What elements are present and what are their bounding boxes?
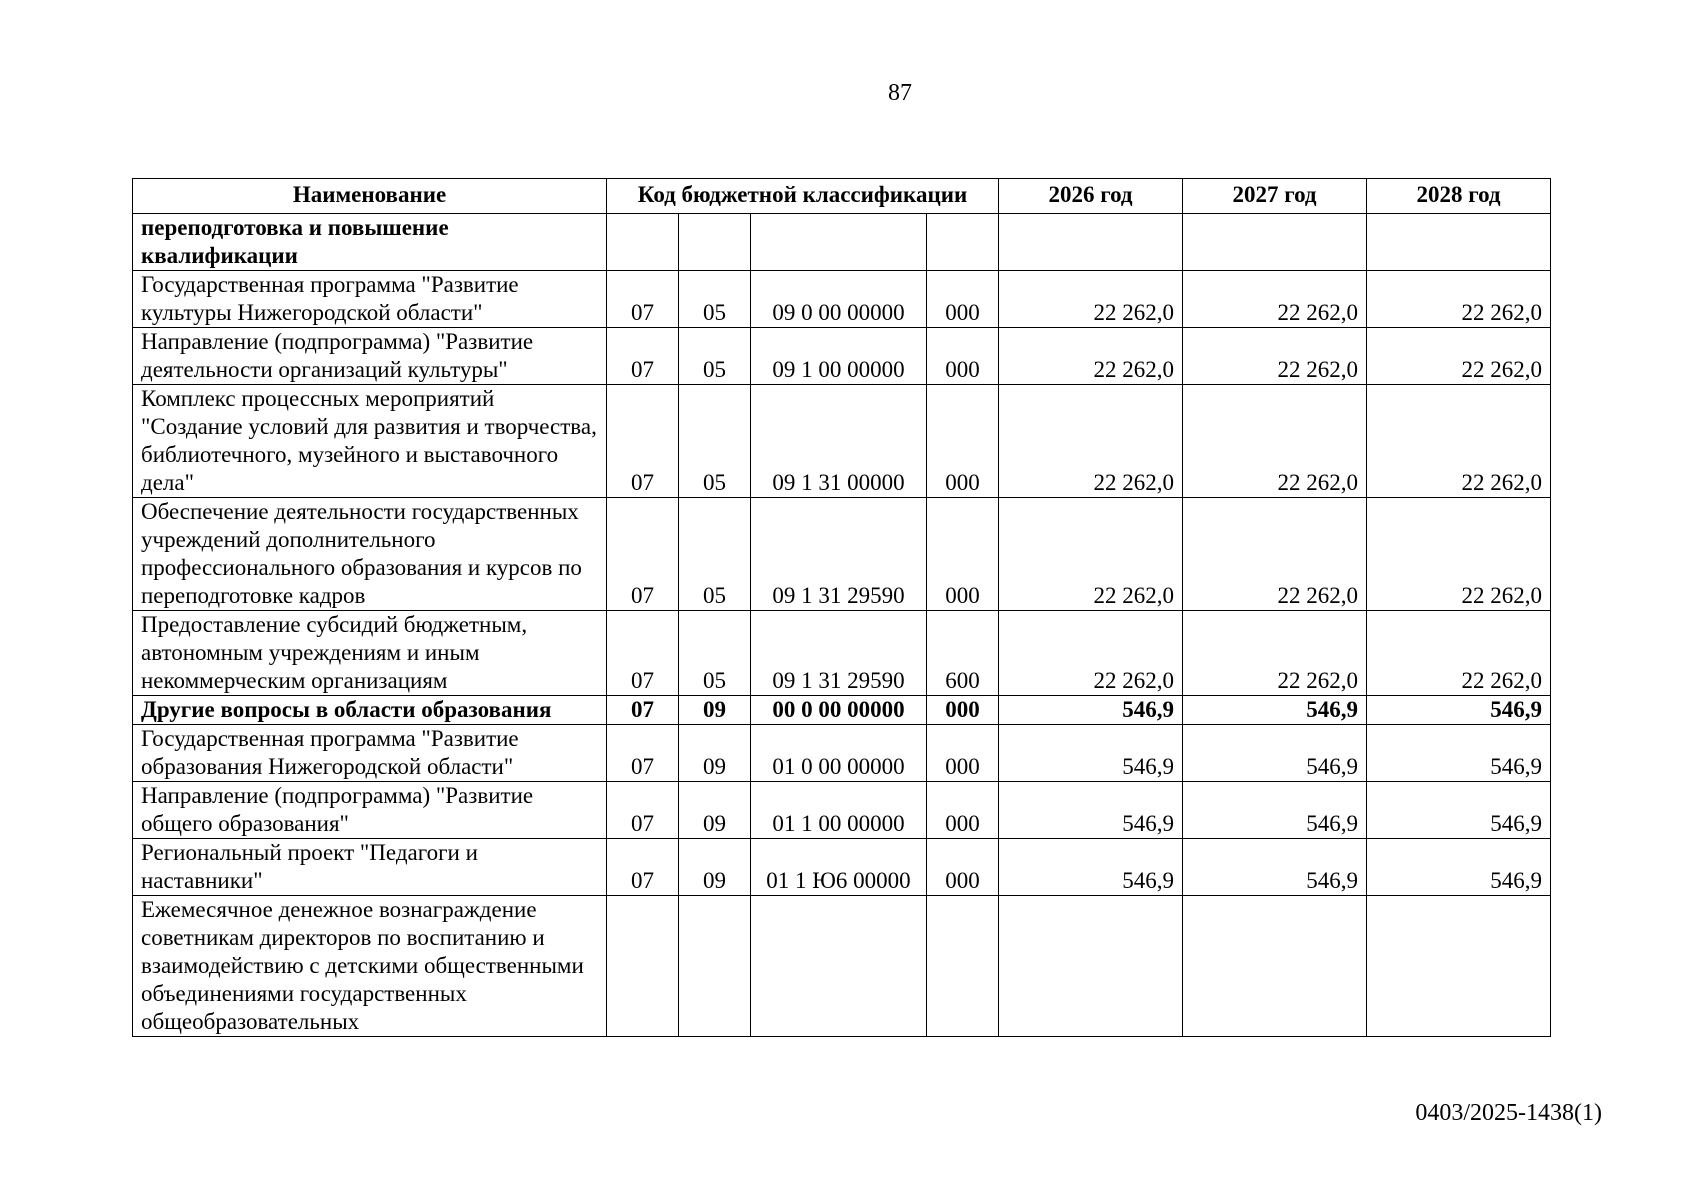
row-value-2028: 546,9: [1367, 725, 1551, 782]
table-row-continued: [133, 214, 1551, 271]
row-subsection: 05: [679, 385, 751, 498]
row-value-2027: 546,9: [1183, 696, 1367, 725]
row-subsection: 09: [679, 782, 751, 839]
header-2027: 2027 год: [1183, 179, 1367, 214]
row-value-2027: 22 262,0: [1183, 385, 1367, 498]
table-row: [133, 328, 1551, 385]
header-2028: 2028 год: [1367, 179, 1551, 214]
row-value-2028: 22 262,0: [1367, 498, 1551, 611]
row-expense-type: [927, 896, 999, 1037]
row-expense-type: 000: [927, 328, 999, 385]
table-row: [133, 839, 1551, 896]
table-row: [133, 725, 1551, 782]
row-target-article: 01 1 Ю6 00000: [751, 839, 927, 896]
page-number: 87: [888, 80, 912, 106]
row-value-2026: 22 262,0: [999, 611, 1183, 696]
row-value-2027: 22 262,0: [1183, 271, 1367, 328]
row-value-2028: 546,9: [1367, 696, 1551, 725]
row-target-article: 00 0 00 00000: [751, 696, 927, 725]
row-expense-type: 000: [927, 498, 999, 611]
row-value-2026: 546,9: [999, 839, 1183, 896]
row-expense-type: 000: [927, 839, 999, 896]
row-value-2026: 22 262,0: [999, 385, 1183, 498]
row-value-2027: 22 262,0: [1183, 611, 1367, 696]
table-row: [133, 896, 1551, 1037]
row-subsection: 05: [679, 328, 751, 385]
row-value-2026: 22 262,0: [999, 328, 1183, 385]
row-expense-type: 000: [927, 271, 999, 328]
row-section: 07: [607, 271, 679, 328]
table-row: [133, 696, 1551, 725]
row-section: [607, 896, 679, 1037]
row-name: Региональный проект "Педагоги и наставники": [133, 839, 607, 896]
row-value-2027: 546,9: [1183, 839, 1367, 896]
row-section: 07: [607, 725, 679, 782]
row-value-2027: [1183, 896, 1367, 1037]
row-name: Комплекс процессных мероприятий "Создание условий для развития и творчества, библиотечного, музейного и выставочного дела": [133, 385, 607, 498]
row-value-2026: 22 262,0: [999, 271, 1183, 328]
row-target-article: 09 1 31 29590: [751, 498, 927, 611]
header-code: Код бюджетной классификации: [607, 179, 999, 214]
row-value-2027: 546,9: [1183, 782, 1367, 839]
row-name: Другие вопросы в области образования: [133, 696, 607, 725]
header-name: Наименование: [133, 179, 607, 214]
row-value-2028: 22 262,0: [1367, 611, 1551, 696]
row-value-2027: 546,9: [1183, 725, 1367, 782]
row-target-article: 09 1 00 00000: [751, 328, 927, 385]
row-name: Направление (подпрограмма) "Развитие деятельности организаций культуры": [133, 328, 607, 385]
table-header-row: [133, 179, 1551, 214]
document-code: 0403/2025-1438(1): [1415, 1100, 1602, 1126]
row-value-2027: 22 262,0: [1183, 498, 1367, 611]
row-target-article: 01 0 00 00000: [751, 725, 927, 782]
budget-table: [132, 178, 1551, 1037]
row-subsection: 05: [679, 271, 751, 328]
row-section: 07: [607, 328, 679, 385]
row-value-2028: 22 262,0: [1367, 271, 1551, 328]
row-value-2027: 22 262,0: [1183, 328, 1367, 385]
row-value-2028: [1367, 896, 1551, 1037]
row-value-2026: 546,9: [999, 782, 1183, 839]
row-name: Направление (подпрограмма) "Развитие общего образования": [133, 782, 607, 839]
row-name: Государственная программа "Развитие культуры Нижегородской области": [133, 271, 607, 328]
row-target-article: 09 1 31 29590: [751, 611, 927, 696]
table-row: [133, 385, 1551, 498]
row-subsection: 09: [679, 839, 751, 896]
row-target-article: 09 1 31 00000: [751, 385, 927, 498]
row-section: 07: [607, 611, 679, 696]
row-section: 07: [607, 696, 679, 725]
row-expense-type: 000: [927, 696, 999, 725]
row-section: 07: [607, 385, 679, 498]
row-section: 07: [607, 782, 679, 839]
row-target-article: 09 0 00 00000: [751, 271, 927, 328]
row-value-2028: 22 262,0: [1367, 385, 1551, 498]
row-value-2026: 22 262,0: [999, 498, 1183, 611]
row-value-2028: 22 262,0: [1367, 328, 1551, 385]
row-expense-type: 000: [927, 385, 999, 498]
row-target-article: [751, 896, 927, 1037]
table-row: [133, 782, 1551, 839]
row-value-2028: 546,9: [1367, 839, 1551, 896]
table-row: [133, 611, 1551, 696]
row-subsection: 05: [679, 611, 751, 696]
row-name: Предоставление субсидий бюджетным, автономным учреждениям и иным некоммерческим организациям: [133, 611, 607, 696]
row-subsection: [679, 896, 751, 1037]
table-row: [133, 498, 1551, 611]
table-row: [133, 271, 1551, 328]
row-section: 07: [607, 498, 679, 611]
row-name: Ежемесячное денежное вознаграждение советникам директоров по воспитанию и взаимодействию с детскими общественными объединениями государственных общеобразовательных: [133, 896, 607, 1037]
row-section: 07: [607, 839, 679, 896]
header-2026: 2026 год: [999, 179, 1183, 214]
row-name: Обеспечение деятельности государственных учреждений дополнительного профессионального образования и курсов по переподготовке кадров: [133, 498, 607, 611]
row-value-2028: 546,9: [1367, 782, 1551, 839]
row-name: Государственная программа "Развитие образования Нижегородской области": [133, 725, 607, 782]
row-value-2026: 546,9: [999, 696, 1183, 725]
row-subsection: 09: [679, 696, 751, 725]
row-expense-type: 000: [927, 725, 999, 782]
row-target-article: 01 1 00 00000: [751, 782, 927, 839]
row-expense-type: 000: [927, 782, 999, 839]
row-name: переподготовка и повышение квалификации: [133, 214, 607, 271]
row-subsection: 05: [679, 498, 751, 611]
row-value-2026: [999, 896, 1183, 1037]
row-subsection: 09: [679, 725, 751, 782]
row-value-2026: 546,9: [999, 725, 1183, 782]
row-expense-type: 600: [927, 611, 999, 696]
